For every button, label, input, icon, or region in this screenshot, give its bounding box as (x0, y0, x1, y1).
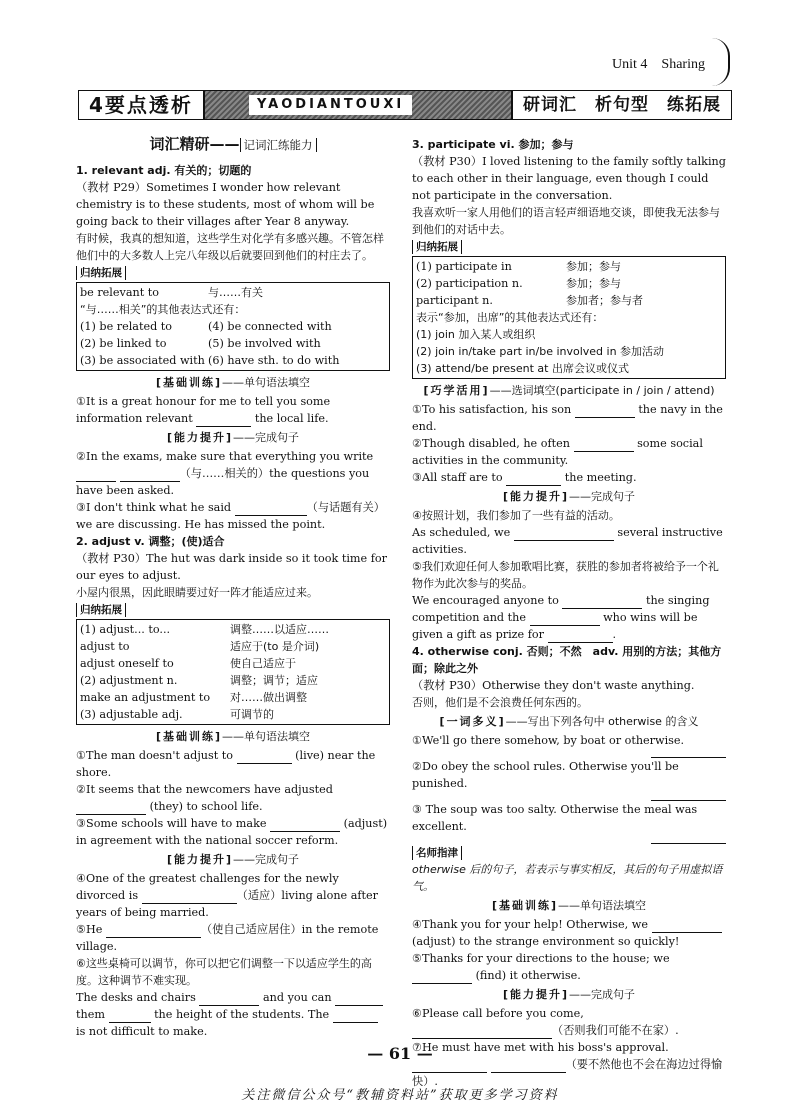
answer-blank[interactable] (506, 473, 561, 486)
box-cell: (1) participate in (416, 260, 512, 273)
box-cell: adjust to (80, 640, 130, 653)
word4-translation: 否则，他们是不会浪费任何东西的。 (412, 696, 588, 709)
answer-blank[interactable] (142, 891, 237, 904)
answer-blank[interactable] (412, 1026, 552, 1039)
box-cell: (2) be linked to (80, 337, 167, 350)
left-column (76, 132, 390, 1040)
box-cell: “与……相关”的其他表达式还有： (80, 303, 246, 316)
question: ①We'll go there somehow, by boat or otherwise. (412, 734, 685, 747)
box-cell: 参加；参与 (566, 260, 621, 273)
nengli-tail: ——完成句子 (569, 490, 636, 503)
answer-blank[interactable] (106, 925, 201, 938)
answer-blank[interactable] (562, 596, 642, 609)
header-curve (712, 38, 730, 86)
yici-tail: ——写出下列各句中 otherwise 的含义 (505, 715, 699, 728)
page-number: — 61 — (367, 1044, 433, 1063)
box-cell: 调整……以适应…… (230, 623, 329, 636)
banner-pinyin: YAODIANTOUXI (249, 95, 412, 115)
box-cell: 表示“参加，出席”的其他表达式还有： (416, 311, 604, 324)
mingshi-label: 名师指津 (412, 846, 462, 860)
word3-example: （教材 P30）I loved listening to the family softly talking to each other in their language, even though I could not participate in the conversation. (412, 155, 726, 202)
question: ⑥Please call before you come, （否则我们可能不在家）. (412, 1007, 679, 1037)
box-cell: (2) join in/take part in/be involved in 参加活动 (416, 345, 665, 358)
question: ⑥这些桌椅可以调节，你可以把它们调整一下以适应学生的高度。这种调节不难实现。 (76, 957, 372, 987)
nengli-label: 能力提升 (510, 988, 562, 1001)
yici-label: 一词多义 (446, 715, 499, 728)
word2-translation: 小屋内很黑，因此眼睛要过好一阵才能适应过来。 (76, 586, 318, 599)
word3-head: 3. participate vi. 参加；参与 (412, 138, 574, 151)
box-cell: 对……做出调整 (230, 691, 307, 704)
answer-blank[interactable] (237, 751, 292, 764)
jichu-heading: [基础训练]——单句语法填空 (155, 730, 311, 743)
nengli-label: 能力提升 (510, 490, 562, 503)
word4-example: （教材 P30）Otherwise they don't waste anything. (412, 679, 695, 692)
nengli-label: 能力提升 (174, 431, 226, 444)
box-cell: 调整；调节；适应 (230, 674, 318, 687)
question: ⑤Thanks for your directions to the house; we (find) it otherwise. (412, 952, 670, 982)
word1-box (76, 282, 390, 371)
box-cell: 参加；参与 (566, 277, 621, 290)
question: ③ The soup was too salty. Otherwise the meal was excellent. (412, 803, 698, 833)
jichu-tail: ——单句语法填空 (558, 899, 647, 912)
box-cell: (1) join 加入某人或组织 (416, 328, 536, 341)
question: As scheduled, we several instructive activities. (412, 526, 723, 556)
question: ④Thank you for your help! Otherwise, we (adjust) to the strange environment so quickly! (412, 916, 726, 950)
answer-blank[interactable] (76, 469, 116, 482)
nengli-tail: ——完成句子 (569, 988, 636, 1001)
question: ②In the exams, make sure that everything you write （与……相关的）the questions you have been asked. (76, 450, 374, 497)
jichu-tail: ——单句语法填空 (222, 376, 311, 389)
box-cell: 适应于(to 是介词) (230, 640, 320, 653)
answer-blank[interactable] (652, 920, 722, 933)
box-cell: (3) attend/be present at 出席会议或仪式 (416, 362, 629, 375)
nengli-heading: [能力提升]——完成句子 (502, 490, 636, 503)
box-cell: (3) be associated with (80, 354, 205, 367)
jichu-label: 基础训练 (499, 899, 551, 912)
yici-heading: [一词多义]——写出下列各句中 otherwise 的含义 (439, 715, 699, 728)
question: ②Do obey the school rules. Otherwise you'll be punished. (412, 760, 679, 790)
section-title-text: 词汇精研 (149, 135, 210, 153)
box-cell: 可调节的 (230, 708, 274, 721)
section-title: 词汇精研—— 记词汇练能力 (76, 136, 390, 154)
answer-blank[interactable] (548, 630, 613, 643)
qiaoxue-tail: ——选词填空(participate in / join / attend) (489, 384, 715, 397)
word4-head: 4. otherwise conj. 否则；不然 adv. 用别的方法；其他方面；除此之外 (412, 645, 722, 675)
jichu-heading: [基础训练]——单句语法填空 (155, 376, 311, 389)
word1-example: （教材 P29）Sometimes I wonder how relevant chemistry is to these students, most of whom will be going back to their villages after Year 8 anyway. (76, 181, 375, 228)
box-cell: (3) adjustable adj. (80, 708, 183, 721)
section-subtitle: 记词汇练能力 (240, 138, 317, 152)
box-cell: (6) have sth. to do with (208, 354, 340, 367)
question: We encouraged anyone to the singing competition and the who wins will be given a gift as prize for . (412, 594, 710, 641)
box-cell: (1) be related to (80, 320, 173, 333)
question: ①It is a great honour for me to tell you some information relevant the local life. (76, 395, 331, 425)
answer-blank[interactable] (120, 469, 180, 482)
box-cell: (2) participation n. (416, 277, 523, 290)
section-banner (78, 90, 732, 120)
question: The desks and chairs and you can them the height of the students. The is not difficult to make. (76, 989, 390, 1040)
box-cell: participant n. (416, 294, 493, 307)
answer-blank[interactable] (574, 439, 634, 452)
nengli-heading: [能力提升]——完成句子 (166, 431, 300, 444)
footer-note: 关注微信公众号“教辅资料站”获取更多学习资料 (241, 1088, 559, 1103)
answer-blank[interactable] (335, 993, 383, 1006)
box-cell: adjust oneself to (80, 657, 174, 670)
nengli-label: 能力提升 (174, 853, 226, 866)
right-column (412, 136, 726, 1090)
question: ④One of the greatest challenges for the newly divorced is （适应）living alone after years of being married. (76, 872, 379, 919)
tip-text: otherwise 后的句子，若表示与事实相反，其后的句子用虚拟语气。 (412, 863, 723, 893)
question: ⑦He must have met with his boss's approval. （要不然他也不会在海边过得愉快）. (412, 1041, 723, 1088)
question: ①To his satisfaction, his son the navy in the end. (412, 403, 723, 433)
box-cell: 参加者；参与者 (566, 294, 643, 307)
jichu-label: 基础训练 (163, 376, 215, 389)
question: ③All staff are to the meeting. (412, 471, 637, 484)
nengli-tail: ——完成句子 (233, 853, 300, 866)
nengli-heading: [能力提升]——完成句子 (166, 853, 300, 866)
box-cell: (4) be connected with (208, 320, 332, 333)
answer-blank[interactable] (651, 749, 726, 758)
guina-label: 归纳拓展 (412, 240, 462, 254)
answer-blank[interactable] (235, 503, 307, 516)
qiaoxue-heading: [巧学活用]——选词填空(participate in / join / attend) (423, 384, 715, 397)
word2-box (76, 619, 390, 725)
box-cell: make an adjustment to (80, 691, 211, 704)
answer-blank[interactable] (514, 528, 614, 541)
answer-blank[interactable] (575, 405, 635, 418)
jichu-label: 基础训练 (163, 730, 215, 743)
word1-head: 1. relevant adj. 有关的；切题的 (76, 164, 252, 177)
answer-blank[interactable] (651, 792, 726, 801)
unit-header: Unit 4 Sharing (612, 57, 705, 72)
answer-blank[interactable] (196, 414, 251, 427)
nengli-tail: ——完成句子 (233, 431, 300, 444)
box-cell: 使自己适应于 (230, 657, 296, 670)
jichu-heading: [基础训练]——单句语法填空 (491, 899, 647, 912)
question: ⑤He （使自己适应居住）in the remote village. (76, 923, 379, 953)
banner-title: 4要点透析 (79, 91, 205, 119)
box-cell: be relevant to (80, 286, 159, 299)
answer-blank[interactable] (270, 819, 340, 832)
answer-blank[interactable] (199, 993, 259, 1006)
answer-blank[interactable] (109, 1010, 151, 1023)
answer-blank[interactable] (333, 1010, 378, 1023)
answer-blank[interactable] (651, 835, 726, 844)
box-cell: (1) adjust... to... (80, 623, 171, 636)
word2-head: 2. adjust v. 调整；(使)适合 (76, 535, 225, 548)
qiaoxue-label: 巧学活用 (430, 384, 483, 397)
nengli-heading: [能力提升]——完成句子 (502, 988, 636, 1001)
answer-blank[interactable] (412, 971, 472, 984)
question: ③Some schools will have to make (adjust) in agreement with the national soccer reform. (76, 817, 388, 847)
question: ②Though disabled, he often some social activities in the community. (412, 437, 703, 467)
guina-label: 归纳拓展 (76, 603, 126, 617)
box-cell: (5) be involved with (208, 337, 321, 350)
question: ④按照计划，我们参加了一些有益的活动。 (412, 509, 620, 522)
box-cell: (2) adjustment n. (80, 674, 178, 687)
word1-translation: 有时候，我真的想知道，这些学生对化学有多感兴趣。不管怎样他们中的大多数人上完八年级以后就要回到他们的村庄去了。 (76, 232, 384, 262)
word3-translation: 我喜欢听一家人用他们的语言轻声细语地交谈，即使我无法参与到他们的对话中去。 (412, 206, 720, 236)
word3-box (412, 256, 726, 379)
jichu-tail: ——单句语法填空 (222, 730, 311, 743)
question: ③I don't think what he said （与话题有关）we are discussing. He has missed the point. (76, 501, 385, 531)
guina-label: 归纳拓展 (76, 266, 126, 280)
question: ①The man doesn't adjust to (live) near the shore. (76, 749, 376, 779)
answer-blank[interactable] (76, 802, 146, 815)
question: ⑤我们欢迎任何人参加歌唱比赛，获胜的参加者将被给予一个礼物作为此次参与的奖品。 (412, 560, 719, 590)
word2-example: （教材 P30）The hut was dark inside so it took time for our eyes to adjust. (76, 552, 387, 582)
box-cell: 与……有关 (208, 286, 263, 299)
banner-slogan: 研词汇 析句型 练拓展 (511, 91, 731, 119)
answer-blank[interactable] (530, 613, 600, 626)
question: ②It seems that the newcomers have adjusted (they) to school life. (76, 783, 333, 813)
